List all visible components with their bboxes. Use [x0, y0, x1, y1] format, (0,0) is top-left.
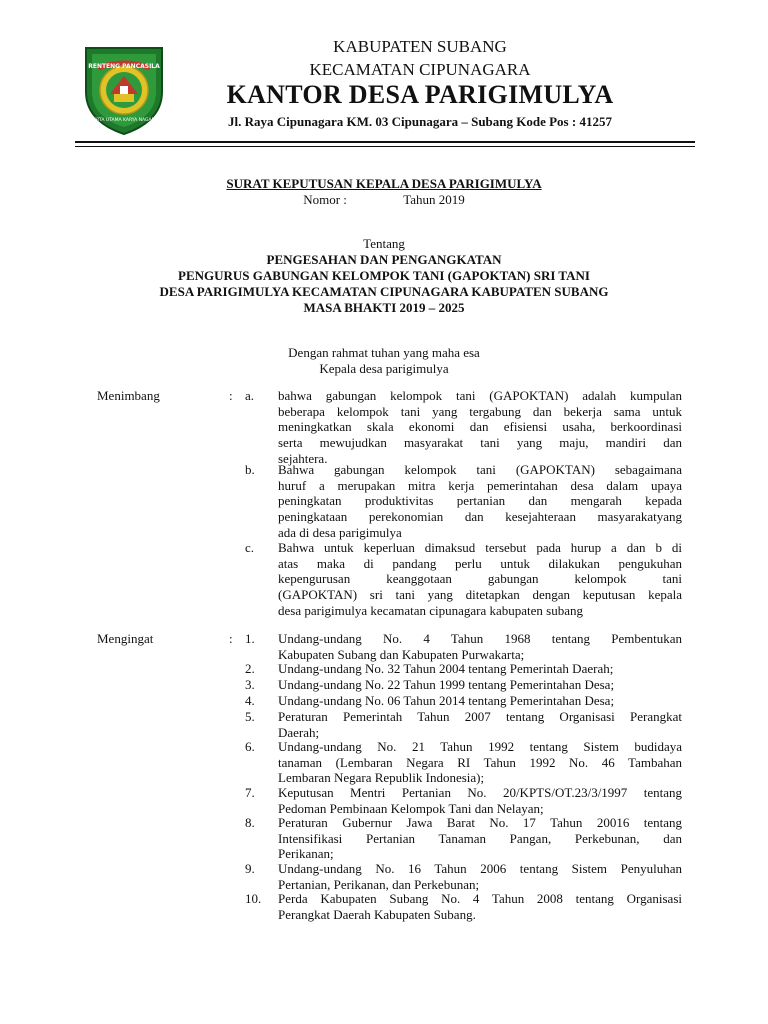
mengingat-item: [245, 677, 682, 693]
mengingat-item-line: Peraturan Pemerintah Tahun 2007 tentang Organisasi Perangkat: [278, 709, 682, 724]
mengingat-item-number: 4.: [245, 693, 255, 708]
menimbang-item-line: peningkataan perekonomian dan kesejahteraan masyarakatyang: [278, 509, 682, 525]
menimbang-item-line: bahwa gabungan kelompok tani (GAPOKTAN) adalah kumpulan: [278, 388, 682, 403]
menimbang-item-line: Bahwa gabungan kelompok tani (GAPOKTAN) sebagaimana: [278, 462, 682, 477]
letterhead-regency: KABUPATEN SUBANG: [333, 37, 507, 56]
mengingat-item-line: Keputusan Mentri Pertanian No. 20/KPTS/OT.23/3/1997 tentang: [278, 785, 682, 800]
letterhead-divider: [75, 141, 695, 143]
menimbang-item-line: huruf a merupakan mitra kerja pemerintahan desa dalam upaya: [278, 477, 682, 493]
logo-banner-text: RENTENG PANCASILA: [88, 63, 160, 70]
mengingat-item-line: Intensifikasi Pertanian Tanaman Pangan, Perkebunan, dan: [278, 830, 682, 846]
mengingat-item: [245, 815, 682, 862]
subject-intro: Tentang: [363, 236, 405, 251]
menimbang-item-line: peningkatan produktivitas pertanian dan mengarah kepada: [278, 493, 682, 509]
mengingat-item: [245, 661, 682, 677]
mengingat-item-number: 3.: [245, 677, 255, 692]
subject-line: PENGESAHAN DAN PENGANGKATAN: [266, 252, 502, 267]
mengingat-item-number: 8.: [245, 815, 255, 830]
menimbang-item: [245, 462, 682, 541]
mengingat-item: [245, 739, 682, 786]
mengingat-item-line: tanaman (Lembaran Negara RI Tahun 1992 No. 46 Tambahan: [278, 754, 682, 770]
subject-line: PENGURUS GABUNGAN KELOMPOK TANI (GAPOKTAN) SRI TANI: [178, 268, 590, 283]
mengingat-item: [245, 693, 682, 709]
menimbang-item: [245, 540, 682, 619]
mengingat-item: [245, 861, 682, 892]
mengingat-item: [245, 785, 682, 816]
letterhead-district: KECAMATAN CIPUNAGARA: [309, 60, 531, 79]
regency-emblem-icon: [80, 44, 168, 136]
letterhead-office: KANTOR DESA PARIGIMULYA: [226, 80, 614, 109]
menimbang-item-line: desa parigimulya kecamatan cipunagara kabupaten subang: [278, 602, 584, 618]
menimbang-item-number: c.: [245, 540, 255, 555]
mengingat-item-line: Kabupaten Subang dan Kabupaten Purwakarta;: [278, 646, 525, 662]
mengingat-item: [245, 891, 682, 922]
opening-line: Kepala desa parigimulya: [319, 361, 449, 376]
menimbang-item-line: sejahtera.: [278, 450, 328, 466]
mengingat-item-line: Pedoman Pembinaan Kelompok Tani dan Nelayan;: [278, 800, 544, 816]
menimbang-item-number: a.: [245, 388, 255, 403]
subject-line: DESA PARIGIMULYA KECAMATAN CIPUNAGARA KABUPATEN SUBANG: [159, 284, 609, 299]
mengingat-item-line: Undang-undang No. 21 Tahun 1992 tentang Sistem budidaya: [278, 739, 682, 754]
menimbang-item-line: beberapa kelompok tani yang tergabung dan bekerja sama untuk: [278, 403, 682, 419]
opening-line: Dengan rahmat tuhan yang maha esa: [288, 345, 480, 360]
mengingat-item-line: Perda Kabupaten Subang No. 4 Tahun 2008 tentang Organisasi: [278, 891, 682, 906]
decree-number-line: [84, 192, 684, 208]
mengingat-item-line: Daerah;: [278, 724, 320, 740]
subject-line: MASA BHAKTI 2019 – 2025: [303, 300, 465, 315]
menimbang-item-line: kepengurusan keanggotaan gabungan kelompok tani: [278, 571, 682, 587]
mengingat-item-line: Lembaran Negara Republik Indonesia);: [278, 770, 485, 786]
mengingat-label: Mengingat: [97, 631, 154, 646]
menimbang-item-number: b.: [245, 462, 255, 477]
mengingat-item-number: 5.: [245, 709, 255, 724]
letterhead-divider-thin: [75, 146, 695, 147]
mengingat-item: [245, 709, 682, 740]
mengingat-item-number: 1.: [245, 631, 255, 646]
logo-ring-text: KERTA UTAMA KARYA NAGARA: [90, 118, 158, 123]
mengingat-item-number: 6.: [245, 739, 255, 754]
letterhead-address: Jl. Raya Cipunagara KM. 03 Cipunagara – Subang Kode Pos : 41257: [228, 114, 612, 129]
mengingat-item-line: Undang-undang No. 4 Tahun 1968 tentang Pembentukan: [278, 631, 682, 646]
mengingat-item-line: Peraturan Gubernur Jawa Barat No. 17 Tahun 20016 tentang: [278, 815, 682, 830]
mengingat-item: [245, 631, 682, 662]
menimbang-label: Menimbang: [97, 388, 160, 403]
mengingat-item-number: 9.: [245, 861, 255, 876]
decree-year: Tahun 2019: [403, 192, 465, 207]
mengingat-item-line: Undang-undang No. 32 Tahun 2004 tentang Pemerintah Daerah;: [278, 661, 614, 676]
mengingat-item-line: Undang-undang No. 22 Tahun 1999 tentang Pemerintahan Desa;: [278, 677, 615, 692]
nomor-label: Nomor :: [303, 192, 347, 207]
menimbang-colon: :: [229, 388, 233, 403]
mengingat-item-line: Perikanan;: [278, 846, 334, 862]
mengingat-item-line: Undang-undang No. 16 Tahun 2006 tentang Sistem Penyuluhan: [278, 861, 682, 876]
menimbang-item-line: ada di desa parigimulya: [278, 524, 402, 540]
mengingat-item-number: 7.: [245, 785, 255, 800]
menimbang-item-line: Bahwa untuk keperluan dimaksud tersebut pada hurup a dan b di: [278, 540, 682, 555]
menimbang-item-line: (GAPOKTAN) sri tani yang ditetapkan dengan keputusan kepala: [278, 587, 682, 603]
menimbang-item-line: atas maka di pandang perlu untuk dilakukan pengukuhan: [278, 555, 682, 571]
mengingat-item-number: 10.: [245, 891, 262, 906]
mengingat-item-number: 2.: [245, 661, 255, 676]
mengingat-item-line: Pertanian, Perikanan, dan Perkebunan;: [278, 876, 480, 892]
decree-title: SURAT KEPUTUSAN KEPALA DESA PARIGIMULYA: [226, 176, 542, 191]
menimbang-item: [245, 388, 682, 467]
mengingat-item-line: Undang-undang No. 06 Tahun 2014 tentang Pemerintahan Desa;: [278, 693, 615, 708]
menimbang-item-line: meningkatkan skala ekonomi dan efisiensi usaha, berkoordinasi: [278, 419, 682, 435]
menimbang-item-line: serta mewujudkan masyarakat tani yang maju, mandiri dan: [278, 435, 682, 451]
mengingat-colon: :: [229, 631, 233, 646]
mengingat-item-line: Perangkat Daerah Kabupaten Subang.: [278, 906, 476, 922]
